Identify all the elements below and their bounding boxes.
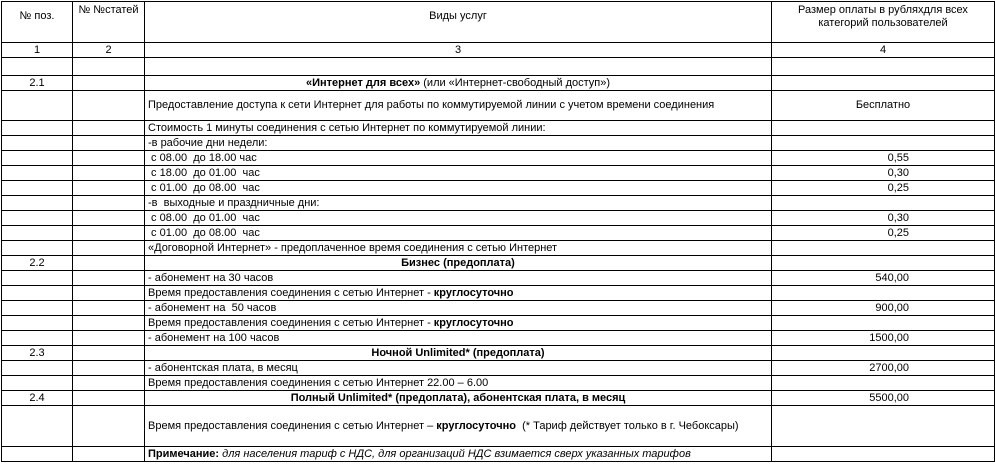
- empty-cell: [73, 166, 145, 181]
- empty-cell: [73, 391, 145, 406]
- empty-cell: [145, 58, 772, 76]
- service-description: Стоимость 1 минуты соединения с сетью Интернет по коммутируемой линии:: [145, 121, 772, 136]
- note-row: [2, 447, 995, 462]
- service-description: «Договорной Интернет» - предоплаченное время соединения с сетью Интернет: [145, 241, 772, 256]
- service-description: - абонемент на 100 часов: [145, 331, 772, 346]
- note-cell: [145, 447, 772, 462]
- service-description: - абонемент на 50 часов: [145, 301, 772, 316]
- time-bold: круглосуточно: [433, 286, 514, 299]
- empty-cell: [2, 151, 73, 166]
- price-value: 0,55: [772, 151, 995, 166]
- table-row: [2, 361, 995, 376]
- service-description: [145, 406, 772, 447]
- table-row: [2, 226, 995, 241]
- price-value: 0,25: [772, 226, 995, 241]
- position-number: 2.1: [2, 76, 73, 91]
- empty-cell: [2, 447, 73, 462]
- service-description: Время предоставления соединения с сетью Интернет 22.00 – 6.00: [145, 376, 772, 391]
- empty-cell: [2, 121, 73, 136]
- empty-cell: [2, 181, 73, 196]
- colnum-2: 2: [73, 43, 145, 58]
- position-number: 2.3: [2, 346, 73, 361]
- service-description: с 08.00 до 01.00 час: [145, 211, 772, 226]
- table-row: [2, 91, 995, 121]
- empty-cell: [772, 121, 995, 136]
- empty-cell: [772, 346, 995, 361]
- time-bold: круглосуточно: [433, 316, 514, 329]
- price-value: 5500,00: [772, 391, 995, 406]
- service-description: -в выходные и праздничные дни:: [145, 196, 772, 211]
- table-row: [2, 301, 995, 316]
- empty-cell: [772, 376, 995, 391]
- empty-cell: [772, 406, 995, 447]
- empty-cell: [73, 301, 145, 316]
- price-value: 540,00: [772, 271, 995, 286]
- empty-cell: [73, 76, 145, 91]
- price-value: 1500,00: [772, 331, 995, 346]
- table-row: [2, 406, 995, 447]
- service-description: [145, 316, 772, 331]
- table-row: [2, 271, 995, 286]
- spacer-row: [2, 58, 995, 76]
- empty-cell: [2, 91, 73, 121]
- colnum-4: 4: [772, 43, 995, 58]
- empty-cell: [772, 76, 995, 91]
- empty-cell: [73, 151, 145, 166]
- column-number-row: [2, 43, 995, 58]
- header-position: № поз.: [2, 2, 73, 43]
- empty-cell: [2, 316, 73, 331]
- service-description: - абонентская плата, в месяц: [145, 361, 772, 376]
- header-article: [73, 2, 145, 43]
- empty-cell: [73, 181, 145, 196]
- table-row: [2, 151, 995, 166]
- price-value: 0,30: [772, 166, 995, 181]
- header-services: Виды услуг: [145, 2, 772, 43]
- table-row: [2, 376, 995, 391]
- empty-cell: [73, 58, 145, 76]
- empty-cell: [73, 121, 145, 136]
- service-description: с 01.00 до 08.00 час: [145, 181, 772, 196]
- header-price: Размер оплаты в рубляхдля всех категорий пользователей: [772, 2, 995, 43]
- empty-cell: [2, 58, 73, 76]
- section-title-bold: «Интернет для всех»: [305, 76, 421, 89]
- empty-cell: [772, 241, 995, 256]
- note-text: для населения тариф с НДС, для организаций НДС взимается сверх указанных тарифов: [219, 447, 691, 460]
- service-description: с 01.00 до 08.00 час: [145, 226, 772, 241]
- empty-cell: [73, 376, 145, 391]
- price-value: 900,00: [772, 301, 995, 316]
- empty-cell: [2, 361, 73, 376]
- table-row: [2, 286, 995, 301]
- empty-cell: [2, 286, 73, 301]
- empty-cell: [2, 226, 73, 241]
- section-2-3-row: [2, 346, 995, 361]
- empty-cell: [772, 58, 995, 76]
- table-row: [2, 196, 995, 211]
- empty-cell: [73, 196, 145, 211]
- section-title: Ночной Unlimited* (предоплата): [145, 346, 772, 361]
- position-number: 2.4: [2, 391, 73, 406]
- empty-cell: [772, 136, 995, 151]
- empty-cell: [73, 91, 145, 121]
- table-row: [2, 166, 995, 181]
- colnum-1: 1: [2, 43, 73, 58]
- empty-cell: [73, 316, 145, 331]
- empty-cell: [2, 196, 73, 211]
- table-row: [2, 136, 995, 151]
- service-description: Предоставление доступа к сети Интернет для работы по коммутируемой линии с учетом времени соединения: [145, 91, 772, 121]
- header-article-label: № №статей: [78, 4, 139, 16]
- empty-cell: [73, 271, 145, 286]
- service-description: с 08.00 до 18.00 час: [145, 151, 772, 166]
- section-title: Бизнес (предоплата): [145, 256, 772, 271]
- service-description: -в рабочие дни недели:: [145, 136, 772, 151]
- empty-cell: [73, 211, 145, 226]
- empty-cell: [772, 447, 995, 462]
- empty-cell: [772, 316, 995, 331]
- empty-cell: [2, 241, 73, 256]
- empty-cell: [772, 286, 995, 301]
- empty-cell: [772, 256, 995, 271]
- section-title-rest: (или «Интернет-свободный доступ»): [420, 76, 611, 89]
- empty-cell: [772, 196, 995, 211]
- empty-cell: [2, 271, 73, 286]
- empty-cell: [73, 286, 145, 301]
- empty-cell: [73, 256, 145, 271]
- tariff-table: [1, 1, 995, 462]
- empty-cell: [73, 406, 145, 447]
- price-value: 0,25: [772, 181, 995, 196]
- empty-cell: [2, 211, 73, 226]
- empty-cell: [73, 346, 145, 361]
- service-description: - абонемент на 30 часов: [145, 271, 772, 286]
- empty-cell: [2, 376, 73, 391]
- time-prefix: Время предоставления соединения с сетью Интернет –: [148, 419, 437, 432]
- empty-cell: [2, 136, 73, 151]
- empty-cell: [73, 241, 145, 256]
- section-title: [145, 76, 772, 91]
- empty-cell: [73, 136, 145, 151]
- note-label: Примечание:: [148, 447, 220, 460]
- empty-cell: [2, 301, 73, 316]
- colnum-3: 3: [145, 43, 772, 58]
- table-row: [2, 316, 995, 331]
- price-value: 2700,00: [772, 361, 995, 376]
- table-row: [2, 121, 995, 136]
- position-number: 2.2: [2, 256, 73, 271]
- tariff-note: (* Тариф действует только в г. Чебоксары): [515, 419, 739, 432]
- time-bold: круглосуточно: [436, 419, 516, 432]
- empty-cell: [73, 361, 145, 376]
- section-2-2-row: [2, 256, 995, 271]
- empty-cell: [73, 331, 145, 346]
- section-2-1-row: [2, 76, 995, 91]
- header-row: [2, 2, 995, 43]
- service-description: с 18.00 до 01.00 час: [145, 166, 772, 181]
- service-description: [145, 286, 772, 301]
- empty-cell: [2, 406, 73, 447]
- price-value: 0,30: [772, 211, 995, 226]
- price-value: Бесплатно: [772, 91, 995, 121]
- empty-cell: [73, 226, 145, 241]
- time-prefix: Время предоставления соединения с сетью Интернет -: [148, 316, 434, 329]
- section-2-4-row: [2, 391, 995, 406]
- time-prefix: Время предоставления соединения с сетью Интернет -: [148, 286, 434, 299]
- section-title: Полный Unlimited* (предоплата), абонентская плата, в месяц: [145, 391, 772, 406]
- table-row: [2, 331, 995, 346]
- table-row: [2, 211, 995, 226]
- table-row: [2, 241, 995, 256]
- empty-cell: [73, 447, 145, 462]
- empty-cell: [2, 331, 73, 346]
- table-row: [2, 181, 995, 196]
- empty-cell: [2, 166, 73, 181]
